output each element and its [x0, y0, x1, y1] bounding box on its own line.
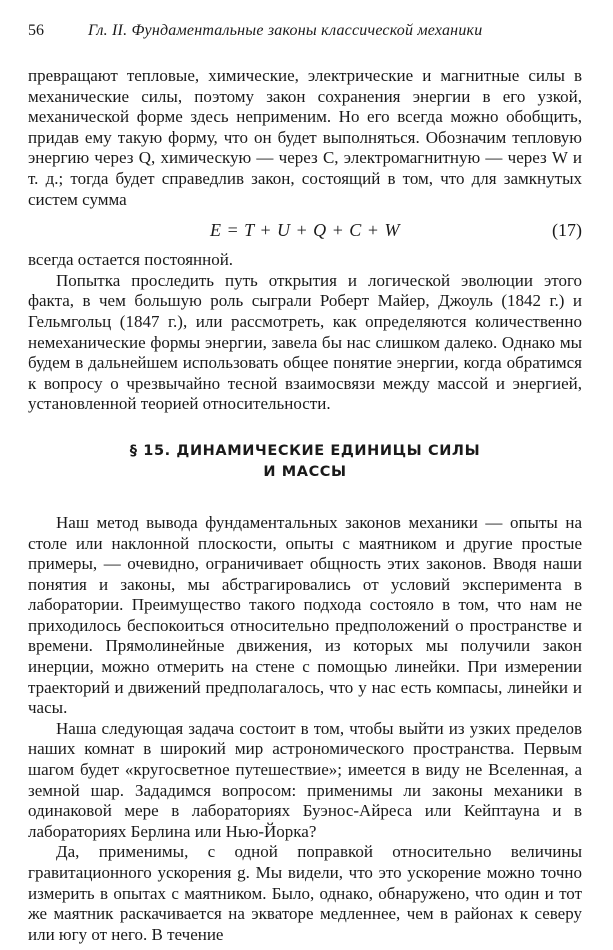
paragraph-equation-tail: всегда остается постоянной. [28, 250, 234, 270]
energy-equation: E = T + U + Q + C + W [210, 220, 400, 241]
running-title: Гл. II. Фундаментальные законы классической механики [88, 22, 483, 39]
paragraph-continuation: превращают тепловые, химические, электрические и магнитные силы в механические силы, поэтому закон сохранения энергии в его узкой, механической форме здесь неприменим. Но его всегда можно обобщить, придав ему такую форму, что он будет выполняться. Обозначим тепловую энергию через Q, химическую — через C, электромагнитную — через W и т. д.; тогда будет справедлив закон, состоящий в том, что для замкнутых систем сумма [28, 66, 582, 209]
main-text [28, 66, 582, 945]
book-page [28, 22, 582, 945]
paragraph-history: Попытка проследить путь открытия и логической эволюции этого факта, в чем большую роль сыграли Роберт Майер, Джоуль (1842 г.) и Гельмгольц (1847 г.), или рассмотреть, как определяются количественно немеханические формы энергии, завела бы нас слишком далеко. Однако мы будем в дальнейшем использовать общее понятие энергии, когда обратимся к вопросу о чрезвычайно тесной взаимосвязи между массой и энергией, установленной теорией относительности. [28, 270, 582, 414]
paragraph-gravity: Да, применимы, с одной поправкой относительно величины гравитационного ускорения g. Мы видели, что это ускорение можно точно измерить в опытах с маятником. Было, однако, обнаружено, что один и тот же маятник раскачивается на экваторе медленнее, чем в районах к северу или югу от него. В течение [28, 842, 582, 944]
running-head [28, 22, 582, 48]
paragraph-next-task: Наша следующая задача состоит в том, чтобы выйти из узких пределов наших комнат в широкий мир астрономического пространства. Первым шагом будет «кругосветное путешествие»; имеется в виду не Вселенная, а земной шар. Зададимся вопросом: применимы ли законы механики в одинаковой мере в лабораториях Буэнос-Айреса или Кейптауна и в лабораториях Берлина или Нью-Йорка? [28, 718, 582, 841]
paragraph-method: Наш метод вывода фундаментальных законов механики — опыты на столе или наклонной плоскости, опыты с маятником и другие простые примеры, — очевидно, ограничивает общность этих законов. Вводя наши понятия и законы, мы абстрагировались от условий эксперимента в лаборатории. Преимущество такого подхода состояло в том, что нам не приходилось беспокоиться относительно предположений о пространстве и времени. Прямолинейные движения, из которых мы получили закон инерции, можно отмерить на стене с помощью линейки. При измерении траекторий и движений предполагалось, что у нас есть компасы, линейки и часы. [28, 512, 582, 718]
equation-number: (17) [552, 220, 582, 241]
equation-row [28, 210, 582, 250]
section-heading [28, 441, 582, 483]
section-heading-line-1: § 15. ДИНАМИЧЕСКИЕ ЕДИНИЦЫ СИЛЫ [129, 442, 481, 459]
section-heading-line-2: И МАССЫ [263, 463, 347, 480]
page-number: 56 [28, 22, 44, 39]
